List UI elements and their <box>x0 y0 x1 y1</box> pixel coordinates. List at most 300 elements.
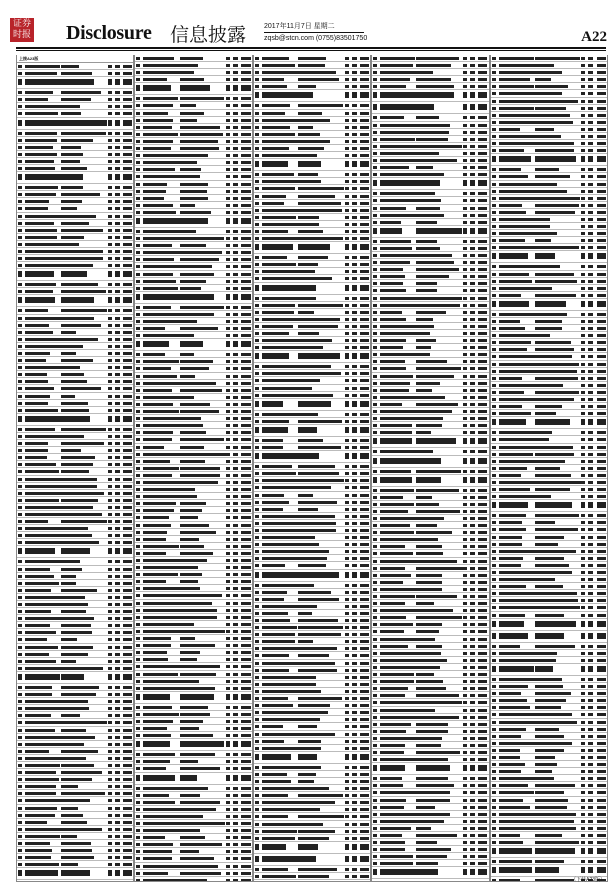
table-row <box>372 373 488 380</box>
table-row <box>372 714 488 721</box>
table-row <box>135 614 251 621</box>
table-row <box>135 863 251 870</box>
table-row <box>254 624 370 631</box>
table-row <box>372 238 488 245</box>
table-row <box>135 451 251 458</box>
table-row <box>254 506 370 513</box>
table-row <box>135 339 251 351</box>
table-row <box>491 740 607 747</box>
table-row <box>254 582 370 589</box>
table-row <box>491 444 607 451</box>
table-row <box>254 695 370 702</box>
table-row <box>135 870 251 877</box>
table-row <box>254 76 370 83</box>
table-row <box>254 193 370 200</box>
table-row <box>491 541 607 548</box>
table-row <box>17 861 133 868</box>
table-row <box>372 136 488 143</box>
table-row <box>135 479 251 486</box>
table-column <box>134 55 252 882</box>
table-row <box>17 63 133 70</box>
table-row <box>254 570 370 582</box>
table-row <box>135 649 251 656</box>
table-row <box>491 318 607 325</box>
table-row <box>135 188 251 195</box>
table-row <box>254 723 370 730</box>
column-header: 上接A23版 <box>17 55 133 63</box>
table-row <box>372 742 488 749</box>
table-row <box>491 188 607 195</box>
table-row <box>372 671 488 678</box>
table-row <box>254 548 370 555</box>
table-row <box>17 288 133 295</box>
table-row <box>135 263 251 270</box>
table-row <box>491 346 607 353</box>
table-row <box>491 761 607 768</box>
table-row <box>17 393 133 400</box>
table-row <box>254 596 370 603</box>
table-row <box>491 711 607 718</box>
table-row <box>491 55 607 62</box>
table-row <box>491 173 607 180</box>
table-row <box>135 278 251 285</box>
table-row <box>491 512 607 519</box>
table-row <box>135 564 251 571</box>
table-row <box>254 527 370 534</box>
table-row <box>491 299 607 311</box>
table-row <box>135 235 251 242</box>
table-row <box>372 699 488 706</box>
table-row <box>372 337 488 344</box>
table-row <box>17 426 133 433</box>
table-row <box>135 444 251 451</box>
table-row <box>254 200 370 207</box>
table-row <box>254 520 370 527</box>
table-row <box>17 797 133 804</box>
table-row <box>491 782 607 789</box>
table-row <box>491 311 607 318</box>
table-row <box>135 69 251 76</box>
table-row <box>491 209 607 216</box>
table-row <box>491 353 607 360</box>
table-row <box>254 110 370 117</box>
table-row <box>17 447 133 454</box>
table-row <box>491 486 607 493</box>
table-row <box>254 437 370 444</box>
table-row <box>254 866 370 873</box>
table-row <box>17 461 133 468</box>
table-row <box>491 576 607 583</box>
table-row <box>254 752 370 764</box>
table-row <box>135 195 251 202</box>
table-row <box>491 382 607 389</box>
table-row <box>17 110 133 117</box>
table-row <box>254 674 370 681</box>
table-row <box>372 316 488 323</box>
table-row <box>17 525 133 532</box>
table-row <box>17 790 133 797</box>
table-row <box>372 825 488 832</box>
table-row <box>135 166 251 173</box>
table-row <box>372 129 488 136</box>
table-row <box>254 652 370 659</box>
table-row <box>372 280 488 287</box>
table-row <box>254 261 370 268</box>
table-row <box>372 415 488 422</box>
table-column <box>253 55 371 882</box>
continued-note: （下转A23版） <box>571 877 605 883</box>
table-row <box>372 797 488 804</box>
table-row <box>17 629 133 636</box>
table-row <box>372 323 488 330</box>
table-row <box>254 323 370 330</box>
table-row <box>372 550 488 557</box>
table-row <box>491 733 607 740</box>
table-row <box>372 749 488 756</box>
table-row <box>254 124 370 131</box>
table-row <box>135 536 251 543</box>
table-row <box>491 251 607 263</box>
table-row <box>17 198 133 205</box>
table-row <box>491 98 607 105</box>
table-row <box>135 529 251 536</box>
masthead <box>0 0 615 48</box>
table-row <box>254 425 370 437</box>
table-row <box>372 860 488 867</box>
table-row <box>491 676 607 683</box>
table-row <box>17 407 133 414</box>
table-row <box>254 377 370 384</box>
table-row <box>491 846 607 858</box>
table-row <box>254 709 370 716</box>
table-row <box>17 454 133 461</box>
table-row <box>372 102 488 114</box>
table-row <box>135 621 251 628</box>
table-row <box>491 479 607 486</box>
contact-info: zqsb@stcn.com (0755)83501750 <box>264 35 368 42</box>
table-row <box>17 165 133 172</box>
table-row <box>254 688 370 695</box>
table-row <box>135 656 251 663</box>
table-row <box>491 583 607 590</box>
table-row <box>254 513 370 520</box>
table-row <box>17 77 133 89</box>
table-row <box>17 497 133 504</box>
table-row <box>17 504 133 511</box>
table-row <box>491 526 607 533</box>
table-row <box>372 867 488 879</box>
table-row <box>135 765 251 772</box>
table-row <box>17 558 133 565</box>
table-row <box>135 592 251 599</box>
table-row <box>254 813 370 820</box>
table-row <box>372 621 488 628</box>
table-row <box>372 522 488 529</box>
table-row <box>372 593 488 600</box>
table-row <box>372 456 488 468</box>
table-row <box>135 543 251 550</box>
table-row <box>254 764 370 771</box>
table-row <box>135 642 251 649</box>
table-row <box>254 880 370 882</box>
table-row <box>135 834 251 841</box>
table-row <box>372 607 488 614</box>
table-row <box>17 213 133 220</box>
table-row <box>254 541 370 548</box>
table-row <box>491 90 607 97</box>
table-row <box>491 202 607 209</box>
disclosure-table <box>16 55 606 881</box>
table-row <box>17 783 133 790</box>
table-row <box>17 295 133 307</box>
table-row <box>135 332 251 339</box>
table-row <box>372 853 488 860</box>
table-row <box>491 244 607 251</box>
table-row <box>491 825 607 832</box>
table-row <box>135 799 251 806</box>
table-row <box>491 804 607 811</box>
table-row <box>254 799 370 806</box>
table-row <box>372 287 488 294</box>
table-row <box>491 534 607 541</box>
table-row <box>17 658 133 665</box>
table-row <box>17 805 133 812</box>
table-row <box>17 385 133 392</box>
table-row <box>372 664 488 671</box>
table-row <box>17 364 133 371</box>
table-row <box>135 365 251 372</box>
table-row <box>372 259 488 266</box>
table-row <box>491 62 607 69</box>
table-row <box>491 465 607 472</box>
table-row <box>491 396 607 403</box>
table-row <box>17 184 133 191</box>
table-row <box>17 172 133 184</box>
table-row <box>372 558 488 565</box>
table-row <box>135 110 251 117</box>
table-row <box>491 664 607 676</box>
table-row <box>17 70 133 77</box>
table-row <box>135 138 251 145</box>
table-row <box>135 285 251 292</box>
table-row <box>135 256 251 263</box>
table-row <box>372 114 488 121</box>
table-row <box>135 380 251 387</box>
table-row <box>135 758 251 765</box>
table-row <box>135 249 251 256</box>
table-row <box>491 789 607 796</box>
table-row <box>17 205 133 212</box>
table-row <box>372 579 488 586</box>
table-row <box>491 697 607 704</box>
table-row <box>491 332 607 339</box>
table-row <box>17 705 133 712</box>
table-row <box>17 769 133 776</box>
table-row <box>254 463 370 470</box>
table-row <box>254 631 370 638</box>
table-row <box>17 762 133 769</box>
table-row <box>135 725 251 732</box>
table-row <box>491 216 607 223</box>
table-row <box>254 828 370 835</box>
table-row <box>254 83 370 90</box>
page-number: A22 <box>581 29 607 45</box>
table-row <box>372 468 488 475</box>
table-row <box>491 140 607 147</box>
table-row <box>491 83 607 90</box>
table-row <box>372 515 488 522</box>
table-row <box>254 562 370 569</box>
table-row <box>254 835 370 842</box>
table-row <box>17 651 133 658</box>
table-row <box>17 248 133 255</box>
table-row <box>491 119 607 126</box>
table-row <box>491 839 607 846</box>
table-row <box>491 726 607 733</box>
table-row <box>17 665 133 672</box>
table-row <box>135 318 251 325</box>
header-rule-thin <box>16 50 606 51</box>
table-row <box>491 657 607 664</box>
table-row <box>372 62 488 69</box>
table-row <box>135 181 251 188</box>
table-row <box>491 195 607 202</box>
table-row <box>135 585 251 592</box>
table-row <box>17 833 133 840</box>
table-row <box>254 716 370 723</box>
table-row <box>491 403 607 410</box>
table-row <box>135 76 251 83</box>
table-row <box>254 235 370 242</box>
table-row <box>491 292 607 299</box>
table-row <box>17 594 133 601</box>
table-row <box>17 684 133 691</box>
table-row <box>17 566 133 573</box>
table-row <box>254 667 370 674</box>
table-row <box>17 307 133 314</box>
table-row <box>491 166 607 173</box>
table-row <box>372 508 488 515</box>
table-row <box>135 718 251 725</box>
table-row <box>17 400 133 407</box>
table-row <box>372 150 488 157</box>
table-row <box>372 226 488 238</box>
table-row <box>491 436 607 443</box>
table-row <box>254 610 370 617</box>
table-row <box>491 361 607 368</box>
table-row <box>491 133 607 140</box>
table-row <box>372 143 488 150</box>
table-row <box>372 839 488 846</box>
table-row <box>372 565 488 572</box>
table-row <box>135 415 251 422</box>
table-row <box>17 343 133 350</box>
table-row <box>135 351 251 358</box>
table-row <box>372 685 488 692</box>
table-row <box>17 840 133 847</box>
table-row <box>135 401 251 408</box>
table-row <box>491 154 607 166</box>
table-row <box>135 271 251 278</box>
table-row <box>254 842 370 854</box>
table-row <box>491 811 607 818</box>
table-row <box>372 401 488 408</box>
table-row <box>491 230 607 237</box>
table-row <box>135 671 251 678</box>
table-row <box>17 812 133 819</box>
table-row <box>254 214 370 221</box>
table-row <box>17 158 133 165</box>
table-row <box>17 440 133 447</box>
table-row <box>254 484 370 491</box>
table-row <box>372 487 488 494</box>
table-row <box>372 178 488 190</box>
table-row <box>254 145 370 152</box>
table-row <box>135 95 251 102</box>
table-row <box>135 131 251 138</box>
table-row <box>372 728 488 735</box>
table-row <box>254 302 370 309</box>
table-row <box>17 587 133 594</box>
table-row <box>254 102 370 109</box>
table-row <box>135 408 251 415</box>
table-row <box>372 197 488 204</box>
table-row <box>17 191 133 198</box>
table-row <box>372 351 488 358</box>
table-row <box>17 727 133 734</box>
table-row <box>135 663 251 670</box>
table-row <box>372 650 488 657</box>
table-row <box>372 212 488 219</box>
table-row <box>372 475 488 487</box>
table-row <box>135 152 251 159</box>
table-row <box>135 773 251 785</box>
table-row <box>17 847 133 854</box>
table-row <box>135 500 251 507</box>
table-row <box>372 55 488 62</box>
table-row <box>254 221 370 228</box>
table-row <box>135 711 251 718</box>
table-row <box>372 380 488 387</box>
table-row <box>254 138 370 145</box>
table-row <box>491 747 607 754</box>
table-row <box>135 571 251 578</box>
table-row <box>17 350 133 357</box>
table-column <box>371 55 489 882</box>
table-row <box>254 399 370 411</box>
table-row <box>491 263 607 270</box>
table-row <box>372 295 488 302</box>
table-row <box>135 145 251 152</box>
table-row <box>17 137 133 144</box>
table-row <box>372 219 488 226</box>
table-row <box>491 278 607 285</box>
table-row <box>17 608 133 615</box>
table-row <box>491 417 607 429</box>
table-row <box>372 543 488 550</box>
table-row <box>254 477 370 484</box>
table-row <box>135 732 251 739</box>
table-row <box>254 660 370 667</box>
table-row <box>254 344 370 351</box>
table-row <box>17 255 133 262</box>
table-row <box>372 429 488 436</box>
table-row <box>491 818 607 825</box>
table-row <box>254 316 370 323</box>
header-rule <box>16 47 606 49</box>
table-row <box>372 628 488 635</box>
table-row <box>254 90 370 102</box>
